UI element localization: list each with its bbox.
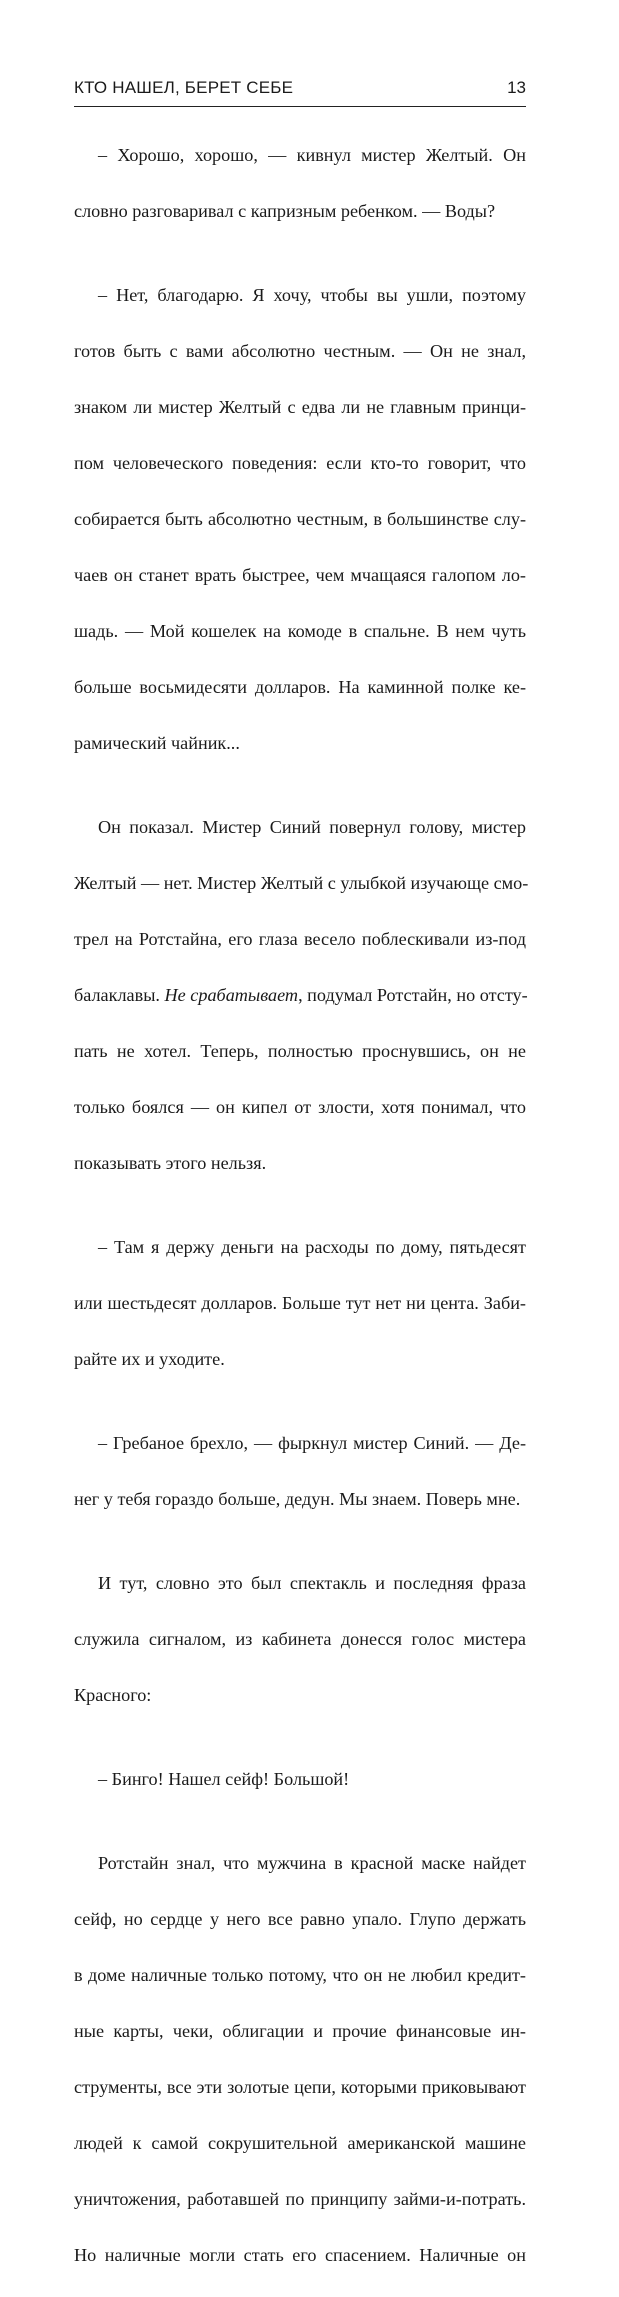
- text-line: в доме наличные только потому, что он не любил кредит-: [74, 1965, 526, 1985]
- text-line: сейф, но сердце у него все равно упало. Глупо держать: [74, 1909, 526, 1929]
- text-line: ные карты, чеки, облигации и прочие финансовые ин-: [74, 2021, 526, 2041]
- text-line: пать не хотел. Теперь, полностью проснувшись, он не: [74, 1041, 526, 1061]
- text-line: служила сигналом, из кабинета донесся голос мистера: [74, 1629, 526, 1649]
- text-run: балаклавы.: [74, 985, 165, 1005]
- text-line: или шестьдесят долларов. Больше тут нет ни цента. Заби-: [74, 1293, 526, 1313]
- text-line: собирается быть абсолютно честным, в большинстве слу-: [74, 509, 526, 529]
- paragraph: [74, 113, 526, 253]
- text-run: , подумал Ротстайн, но отсту-: [298, 985, 528, 1005]
- text-line: чаев он станет врать быстрее, чем мчащаяся галопом ло-: [74, 565, 526, 585]
- page-number: 13: [507, 78, 526, 97]
- paragraph: [74, 1821, 526, 2297]
- text-line: шадь. — Мой кошелек на комоде в спальне. В нем чуть: [74, 621, 526, 641]
- paragraph: [74, 253, 526, 785]
- text-line: только боялся — он кипел от злости, хотя понимал, что: [74, 1097, 526, 1117]
- header-rule: [74, 106, 526, 107]
- italic-thought: Не срабатывает: [164, 985, 299, 1005]
- text-line: рамический чайник...: [74, 733, 240, 753]
- text-line: – Хорошо, хорошо, — кивнул мистер Желтый. Он: [98, 145, 526, 165]
- paragraph: [74, 1401, 526, 1541]
- text-line: словно разговаривал с капризным ребенком. — Воды?: [74, 201, 496, 221]
- paragraph: [74, 1737, 526, 1821]
- text-line: Но наличные могли стать его спасением. Наличные он: [74, 2245, 526, 2265]
- text-line: показывать этого нельзя.: [74, 1153, 267, 1173]
- running-head-title: КТО НАШЕЛ, БЕРЕТ СЕБЕ: [74, 78, 294, 97]
- text-line: Красного:: [74, 1685, 152, 1705]
- text-line: И тут, словно это был спектакль и последняя фраза: [98, 1573, 526, 1593]
- text-line: больше восьмидесяти долларов. На каминной полке ке-: [74, 677, 526, 697]
- text-line: – Там я держу деньги на расходы по дому, пятьдесят: [98, 1237, 526, 1257]
- text-line: трел на Ротстайна, его глаза весело поблескивали из-под: [74, 929, 526, 949]
- text-line: – Нет, благодарю. Я хочу, чтобы вы ушли, поэтому: [98, 285, 526, 305]
- text-line: – Гребаное брехло, — фыркнул мистер Синий. — Де-: [98, 1433, 526, 1453]
- text-line: струменты, все эти золотые цепи, которыми приковывают: [74, 2077, 526, 2097]
- text-line: Ротстайн знал, что мужчина в красной маске найдет: [98, 1853, 526, 1873]
- paragraph: [74, 1541, 526, 1737]
- paragraph: [74, 1205, 526, 1401]
- text-line: уничтожения, работавшей по принципу займи-и-потрать.: [74, 2189, 526, 2209]
- text-line: нег у тебя гораздо больше, дедун. Мы знаем. Поверь мне.: [74, 1489, 521, 1509]
- text-line: Желтый — нет. Мистер Желтый с улыбкой изучающе смо-: [74, 873, 529, 893]
- text-line-with-italic: [74, 981, 526, 1009]
- paragraph: [74, 785, 529, 1205]
- running-head: [74, 76, 526, 100]
- text-line: людей к самой сокрушительной американской машине: [74, 2133, 526, 2153]
- text-line: знаком ли мистер Желтый с едва ли не главным принци-: [74, 397, 526, 417]
- text-line: готов быть с вами абсолютно честным. — Он не знал,: [74, 341, 526, 361]
- text-line: Он показал. Мистер Синий повернул голову, мистер: [98, 817, 526, 837]
- text-line: пом человеческого поведения: если кто-то говорит, что: [74, 453, 526, 473]
- body-text: [74, 113, 529, 2297]
- text-line: – Бинго! Нашел сейф! Большой!: [98, 1769, 350, 1789]
- text-line: райте их и уходите.: [74, 1349, 225, 1369]
